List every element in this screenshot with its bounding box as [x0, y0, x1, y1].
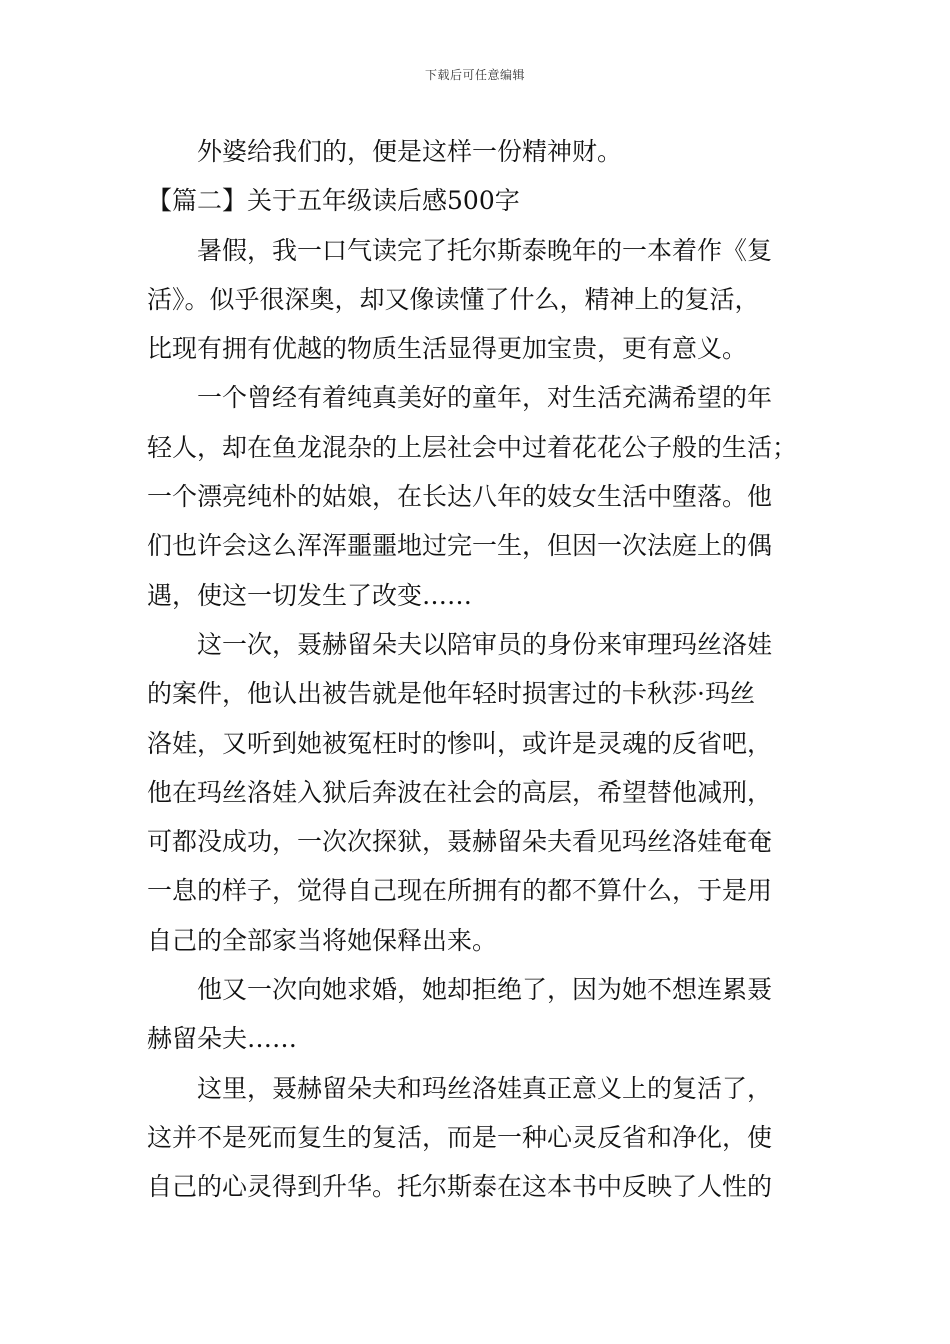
text-line: 活》。似乎很深奥，却又像读懂了什么，精神上的复活， [147, 284, 760, 314]
text-line: 们也许会这么浑浑噩噩地过完一生，但因一次法庭上的偶 [147, 531, 773, 561]
document-body [147, 127, 807, 1212]
text-line: 他又一次向她求婚，她却拒绝了，因为她不想连累聂 [197, 975, 773, 1005]
text-line: 自己的全部家当将她保释出来。 [147, 925, 498, 955]
text-line: 外婆给我们的，便是这样一份精神财。 [197, 137, 623, 166]
text-line: 可都没成功，一次次探狱，聂赫留朵夫看见玛丝洛娃奄奄 [147, 827, 773, 857]
text-line: 一个漂亮纯朴的姑娘，在长达八年的妓女生活中堕落。他 [147, 482, 773, 512]
text-line: 的案件，他认出被告就是他年轻时损害过的卡秋莎·玛丝 [147, 679, 755, 709]
page-header-note: 下载后可任意编辑 [424, 68, 525, 82]
text-line: 遇，使这一切发生了改变…… [147, 580, 473, 610]
text-line: 自己的心灵得到升华。托尔斯泰在这本书中反映了人性的 [147, 1172, 773, 1202]
text-line: 这一次，聂赫留朵夫以陪审员的身份来审理玛丝洛娃 [197, 629, 773, 659]
text-line: 这里，聂赫留朵夫和玛丝洛娃真正意义上的复活了， [197, 1073, 773, 1103]
text-line: 比现有拥有优越的物质生活显得更加宝贵，更有意义。 [147, 334, 748, 364]
section-heading: 【篇二】关于五年级读后感500字 [147, 186, 520, 216]
text-line: 赫留朵夫…… [147, 1024, 298, 1054]
text-line: 他在玛丝洛娃入狱后奔波在社会的高层，希望替他减刑， [147, 777, 773, 807]
text-line: 这并不是死而复生的复活，而是一种心灵反省和净化，使 [147, 1122, 773, 1152]
text-line: 洛娃，又听到她被冤枉时的惨叫，或许是灵魂的反省吧， [147, 728, 773, 758]
text-line: 一个曾经有着纯真美好的童年，对生活充满希望的年 [197, 383, 773, 413]
text-line: 轻人，却在鱼龙混杂的上层社会中过着花花公子般的生活； [147, 432, 798, 462]
text-line: 暑假，我一口气读完了托尔斯泰晚年的一本着作《复 [197, 235, 773, 265]
text-line: 一息的样子，觉得自己现在所拥有的都不算什么，于是用 [147, 876, 773, 906]
